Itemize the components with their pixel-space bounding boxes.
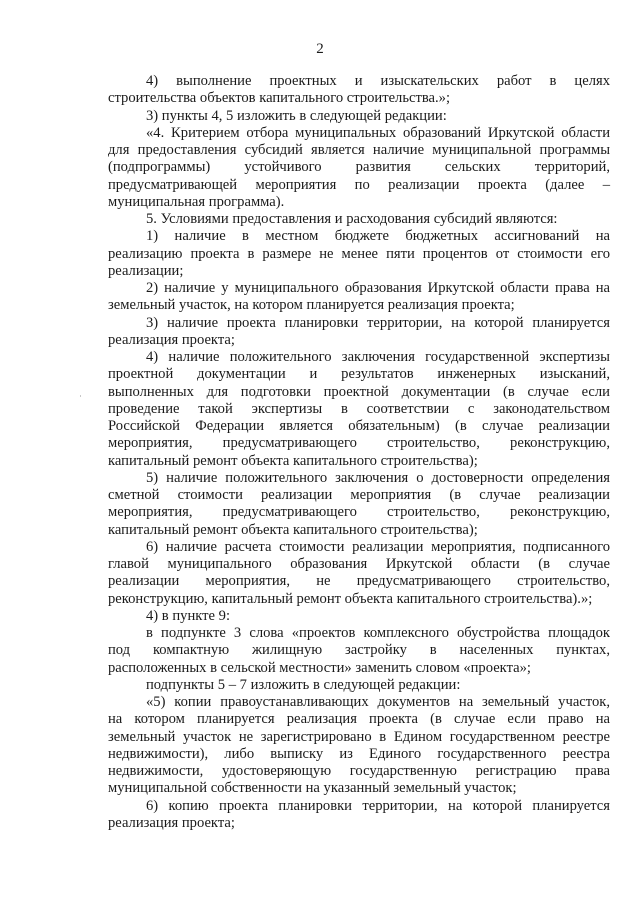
document-text (108, 73, 610, 832)
text-line: проектной документации и результатов инженерных изысканий, (108, 366, 610, 383)
text-line: реализации; (108, 262, 184, 279)
scan-margin-mark (80, 395, 81, 397)
text-line: сметной стоимости реализации мероприятия (в случае реализации (108, 487, 610, 503)
text-line: реализацию проекта в размере не менее пяти процентов от стоимости его (108, 245, 610, 262)
text-line: в подпункте 3 слова «проектов комплексного обустройства площадок (146, 625, 610, 641)
text-line: выполненных для подготовки проектной документации (в случае если (108, 383, 610, 400)
text-line: для предоставления субсидий является наличие муниципальной программы (108, 142, 610, 158)
text-line: реализация проекта; (108, 331, 235, 348)
text-line: недвижимости), либо выписку из Единого государственного реестра (108, 745, 610, 762)
text-line: муниципальной собственности на указанный земельный участок; (108, 780, 517, 797)
text-line: 5) наличие положительного заключения о достоверности определения (146, 469, 610, 486)
text-line: земельный участок не зарегистрировано в Едином государственном реестре (108, 728, 610, 745)
text-line: капитальный ремонт объекта капитального строительства); (108, 521, 478, 538)
text-line: «5) копии правоустанавливающих документов на земельный участок, (146, 694, 610, 710)
text-line: реализации мероприятия, не предусматривающего строительство, (108, 573, 610, 590)
text-line: проведение такой экспертизы в соответствии с законодательством (108, 400, 610, 417)
text-line: 2) наличие у муниципального образования Иркутской области права на (146, 280, 610, 296)
text-line: под компактную жилищную застройку в населенных пунктах, (108, 642, 610, 659)
text-line: 3) пункты 4, 5 изложить в следующей редакции: (146, 107, 447, 124)
text-line: Российской Федерации является обязательным) (в случае реализации (108, 418, 610, 434)
text-line: «4. Критерием отбора муниципальных образований Иркутской области (146, 124, 610, 141)
text-line: 6) наличие расчета стоимости реализации мероприятия, подписанного (146, 538, 610, 555)
text-line: 3) наличие проекта планировки территории, на которой планируется (146, 314, 610, 331)
text-line: реализация проекта; (108, 814, 235, 831)
text-line: на котором планируется реализация проекта (в случае если право на (108, 711, 610, 728)
text-line: мероприятия, предусматривающего строительство, реконструкцию, (108, 435, 610, 452)
text-line: земельный участок, на котором планируется реализация проекта; (108, 297, 515, 314)
text-line: строительства объектов капитального строительства.»; (108, 90, 451, 107)
text-line: главой муниципального образования Иркутской области (в случае (108, 556, 610, 572)
page-number: 2 (316, 41, 324, 57)
text-line: реконструкцию, капитальный ремонт объекта капитального строительства).»; (108, 590, 593, 607)
text-line: капитальный ремонт объекта капитального строительства); (108, 452, 478, 469)
text-line: расположенных в сельской местности» заменить словом «проекта»; (108, 659, 531, 676)
text-line: мероприятия, предусматривающего строительство, реконструкцию, (108, 504, 610, 521)
text-line: 1) наличие в местном бюджете бюджетных ассигнований на (146, 228, 610, 245)
text-line: недвижимости, удостоверяющую государственную регистрацию права (108, 763, 610, 779)
text-line: 4) в пункте 9: (146, 607, 231, 624)
text-line: 4) наличие положительного заключения государственной экспертизы (146, 349, 610, 365)
text-line: предусматривающей мероприятия по реализации проекта (далее – (108, 176, 610, 193)
text-line: подпункты 5 – 7 изложить в следующей редакции: (146, 676, 461, 693)
text-line: муниципальная программа). (108, 193, 285, 210)
text-line: (подпрограммы) устойчивого развития сельских территорий, (108, 159, 610, 176)
text-line: 5. Условиями предоставления и расходования субсидий являются: (146, 211, 558, 227)
text-line: 4) выполнение проектных и изыскательских работ в целях (146, 73, 610, 89)
text-line: 6) копию проекта планировки территории, на которой планируется (146, 797, 610, 814)
